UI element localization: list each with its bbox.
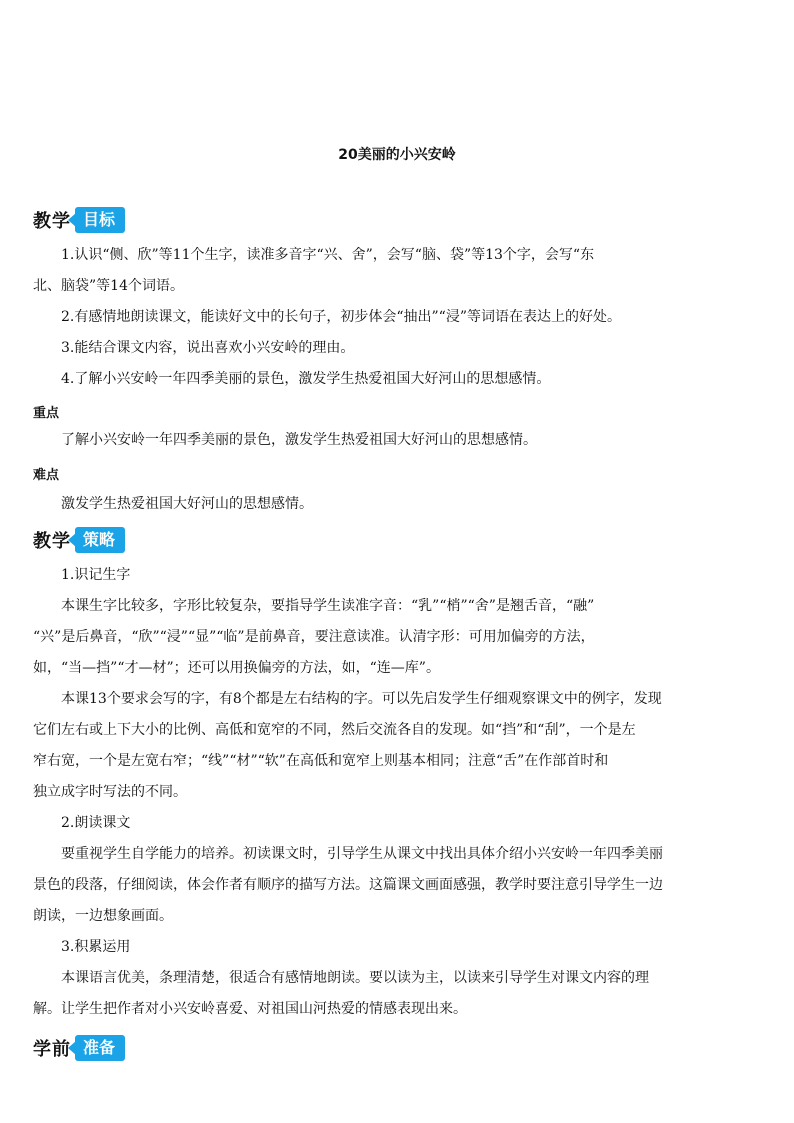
paragraph-line: 要重视学生自学能力的培养。初读课文时，引导学生从课文中找出具体介绍小兴安岭一年四季美丽: [61, 846, 663, 862]
paragraph-line: 本课生字比较多，字形比较复杂，要指导学生读准字音：“乳”“梢”“舍”是翘舌音，“融”: [61, 598, 595, 614]
section-header-goals: [33, 205, 125, 235]
section-header-tag: 目标: [75, 207, 125, 233]
key-point-label: 重点: [33, 406, 60, 421]
goal-line: 北、脑袋”等14个词语。: [33, 278, 184, 294]
paragraph-line: 解。让学生把作者对小兴安岭喜爱、对祖国山河热爱的情感表现出来。: [33, 1001, 467, 1017]
paragraph-line: 窄右宽，一个是左宽右窄；“线”“材”“软”在高低和宽窄上则基本相同；注意“舌”在作部首时和: [33, 753, 609, 769]
paragraph-line: 如，“当—挡”“才—材”；还可以用换偏旁的方法，如，“连—库”。: [33, 660, 440, 676]
paragraph-line: 朗读，一边想象画面。: [33, 908, 173, 924]
section-header-tag: 准备: [75, 1035, 125, 1061]
paragraph-line: “兴”是后鼻音，“欣”“浸”“显”“临”是前鼻音，要注意读准。认清字形：可用加偏旁的方法，: [33, 629, 595, 645]
strategy-subheading: 2.朗读课文: [61, 815, 131, 831]
paragraph-line: 独立成字时写法的不同。: [33, 784, 187, 800]
key-point-text: 了解小兴安岭一年四季美丽的景色，激发学生热爱祖国大好河山的思想感情。: [61, 432, 537, 448]
section-header-prefix: 教学: [33, 531, 71, 552]
page-title: 20美丽的小兴安岭: [338, 147, 456, 163]
goal-line: 1.认识“侧、欣”等11个生字，读准多音字“兴、舍”，会写“脑、袋”等13个字，会写“东: [61, 247, 595, 263]
section-header-strategy: [33, 525, 125, 555]
section-header-prep: [33, 1033, 125, 1063]
goal-line: 2.有感情地朗读课文，能读好文中的长句子，初步体会“抽出”“浸”等词语在表达上的好处。: [61, 309, 621, 325]
difficult-point-text: 激发学生热爱祖国大好河山的思想感情。: [61, 496, 313, 512]
paragraph-line: 本课语言优美，条理清楚，很适合有感情地朗读。要以读为主，以读来引导学生对课文内容的理: [61, 970, 649, 986]
difficult-point-label: 难点: [33, 468, 60, 483]
section-header-prefix: 学前: [33, 1039, 71, 1060]
goal-line: 4.了解小兴安岭一年四季美丽的景色，激发学生热爱祖国大好河山的思想感情。: [61, 371, 551, 387]
section-header-tag: 策略: [75, 527, 125, 553]
strategy-subheading: 3.积累运用: [61, 939, 131, 955]
strategy-subheading: 1.识记生字: [61, 567, 131, 583]
paragraph-line: 本课13个要求会写的字，有8个都是左右结构的字。可以先启发学生仔细观察课文中的例字，发现: [61, 691, 662, 707]
paragraph-line: 它们左右或上下大小的比例、高低和宽窄的不同，然后交流各自的发现。如“挡”和“刮”，一个是左: [33, 722, 636, 738]
paragraph-line: 景色的段落，仔细阅读，体会作者有顺序的描写方法。这篇课文画面感强，教学时要注意引导学生一边: [33, 877, 663, 893]
section-header-prefix: 教学: [33, 211, 71, 232]
goal-line: 3.能结合课文内容，说出喜欢小兴安岭的理由。: [61, 340, 355, 356]
